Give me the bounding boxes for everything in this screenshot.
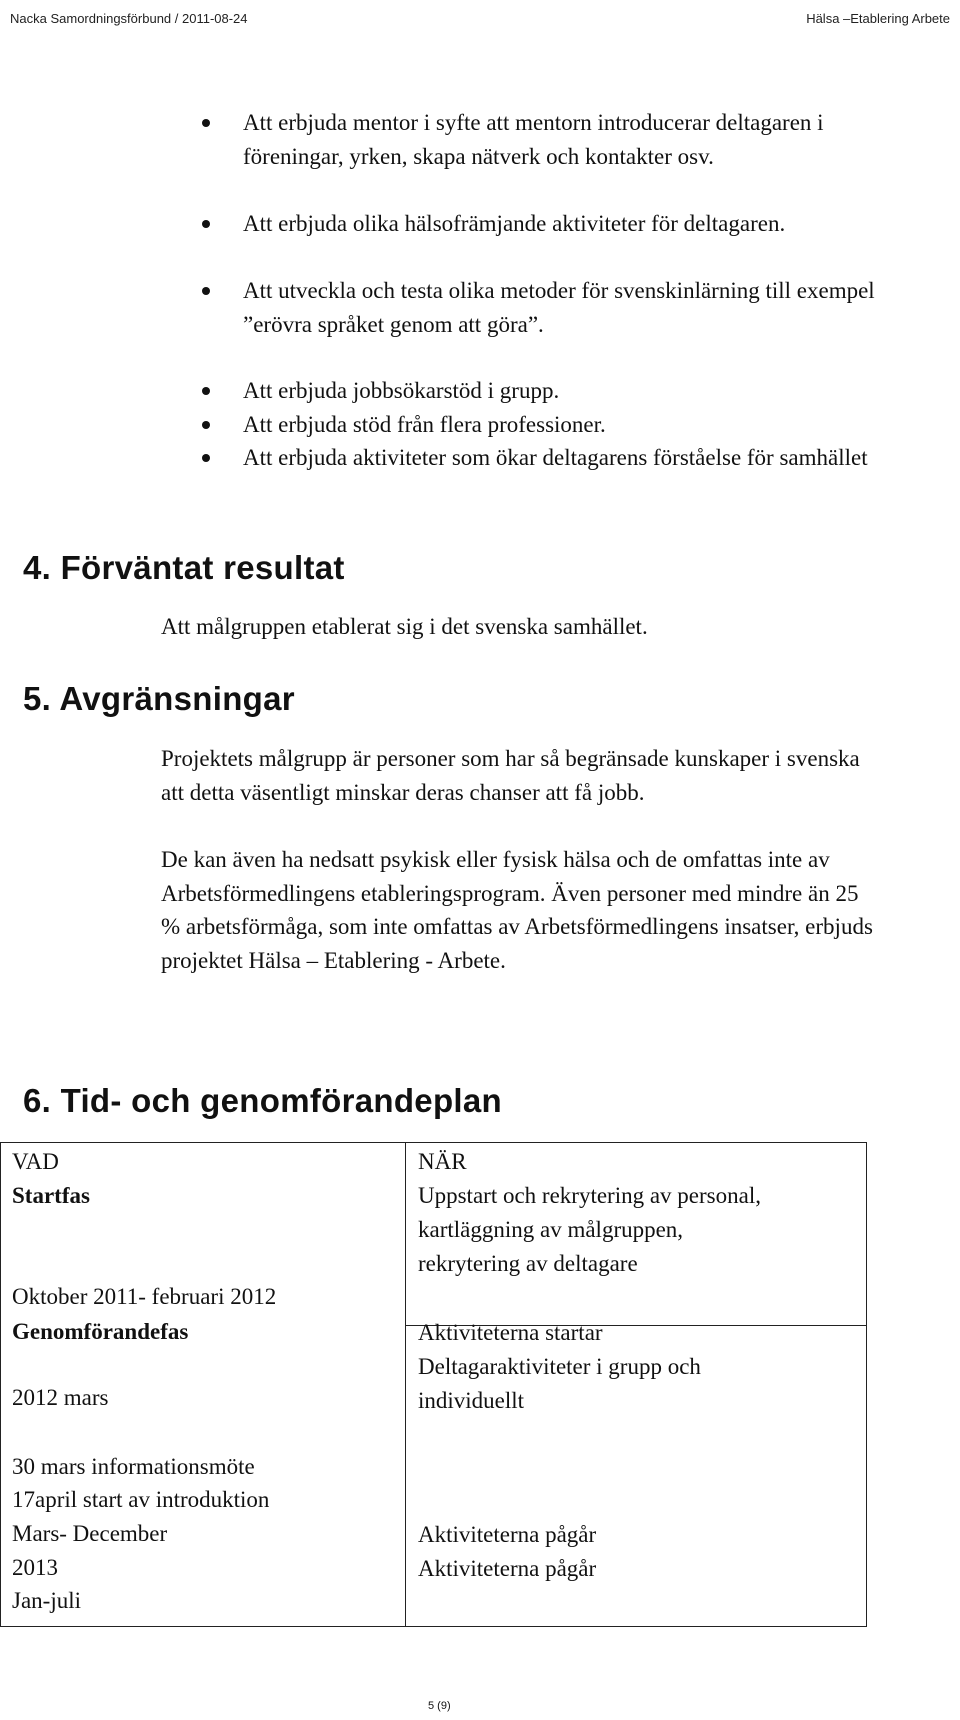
bullet-icon xyxy=(202,421,210,429)
startfas-label: Startfas xyxy=(12,1183,90,1208)
bullet-icon xyxy=(202,454,210,462)
section-5-para-1: Projektets målgrupp är personer som har så begränsade kunskaper i svenska att detta väsentligt minskar deras chanser att få jobb. xyxy=(161,746,860,805)
startfas-date: Oktober 2011- februari 2012 xyxy=(12,1284,277,1309)
plan-table xyxy=(0,1142,867,1627)
list-item: Att erbjuda jobbsökarstöd i grupp. xyxy=(243,374,883,408)
jan-juli: Jan-juli xyxy=(12,1588,81,1613)
mars-december: Mars- December xyxy=(12,1521,168,1546)
header-left: Nacka Samordningsförbund / 2011-08-24 xyxy=(10,11,248,26)
header-right: Hälsa –Etablering Arbete xyxy=(806,11,950,26)
page-number: 5 (9) xyxy=(428,1700,451,1712)
genomf-nar-1: Aktiviteterna startar xyxy=(418,1320,603,1345)
section-6-heading: 6. Tid- och genomförandeplan xyxy=(23,1082,502,1119)
year-2013: 2013 xyxy=(12,1555,58,1580)
section-4-text: Att målgruppen etablerat sig i det svenska samhället. xyxy=(161,614,648,639)
vad-cell-1 xyxy=(1,1143,406,1627)
section-5-heading: 5. Avgränsningar xyxy=(23,680,295,717)
list-item: Att erbjuda stöd från flera professioner. xyxy=(243,408,883,442)
genomf-date: 2012 mars xyxy=(12,1385,109,1410)
startfas-nar-3: rekrytering av deltagare xyxy=(418,1251,638,1276)
table-row xyxy=(1,1143,867,1326)
bullet-icon xyxy=(202,119,210,127)
nar-cell-1 xyxy=(406,1143,867,1326)
startfas-nar-1: Uppstart och rekrytering av personal, xyxy=(418,1183,761,1208)
col-nar-header: NÄR xyxy=(418,1149,467,1174)
nar-cell-2 xyxy=(406,1320,867,1627)
info-meeting: 30 mars informationsmöte xyxy=(12,1454,255,1479)
genomf-label: Genomförandefas xyxy=(12,1319,189,1344)
genomf-nar-3: individuellt xyxy=(418,1388,525,1413)
col-vad-header: VAD xyxy=(12,1149,59,1174)
list-item: Att erbjuda olika hälsofrämjande aktiviteter för deltagaren. xyxy=(243,207,883,241)
startfas-nar-2: kartläggning av målgruppen, xyxy=(418,1217,684,1242)
row5-nar: Aktiviteterna pågår xyxy=(418,1556,597,1581)
list-item: Att erbjuda mentor i syfte att mentorn introducerar deltagaren i föreningar, yrken, skapa nätverk och kontakter osv. xyxy=(243,106,883,173)
section-4-heading: 4. Förväntat resultat xyxy=(23,549,345,586)
section-5-para-2: De kan även ha nedsatt psykisk eller fysisk hälsa och de omfattas inte av Arbetsförmedlingens etableringsprogram. Även personer med mindre än 25 % arbetsförmåga, som inte omfattas av Arbetsförmedlingens insatser, erbjuds projektet Hälsa – Etablering - Arbete. xyxy=(161,847,873,973)
list-item: Att utveckla och testa olika metoder för svenskinlärning till exempel ”erövra språket genom att göra”. xyxy=(243,274,883,341)
list-item: Att erbjuda aktiviteter som ökar deltagarens förståelse för samhället xyxy=(243,441,883,475)
bullet-icon xyxy=(202,287,210,295)
row4-nar: Aktiviteterna pågår xyxy=(418,1522,597,1547)
genomf-nar-2: Deltagaraktiviteter i grupp och xyxy=(418,1354,701,1379)
bullet-icon xyxy=(202,220,210,228)
bullet-icon xyxy=(202,387,210,395)
intro-start: 17april start av introduktion xyxy=(12,1487,270,1512)
